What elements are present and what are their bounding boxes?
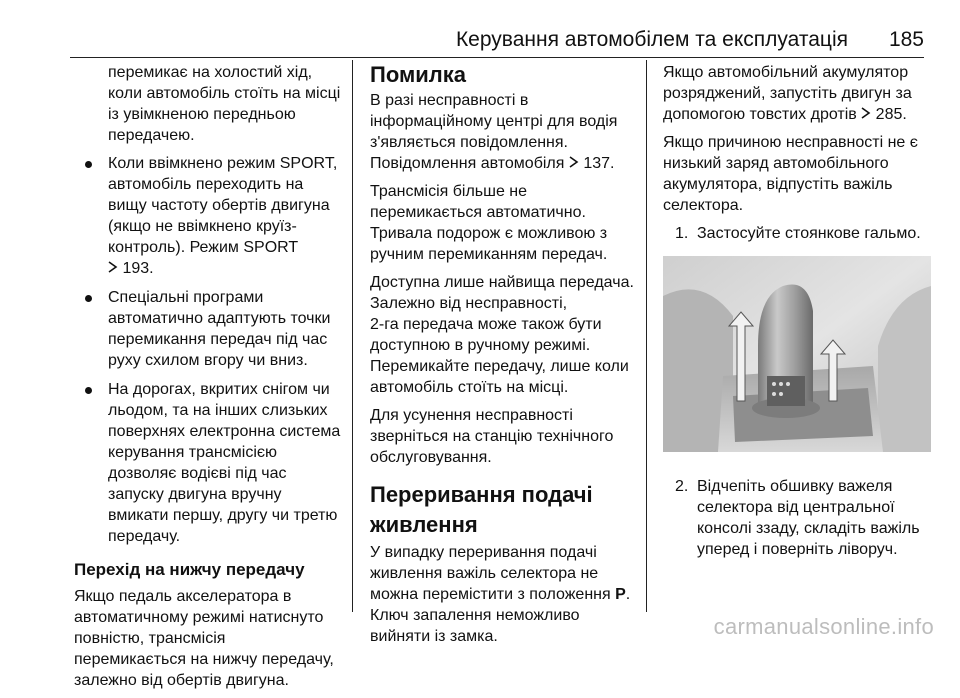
column-3 <box>663 62 938 560</box>
step-2: 2. Відчепіть обшивку важеля селектора від центральної консолі ззаду, складіть важіль уперед і поверніть ліворуч. <box>675 478 920 558</box>
gear-selector-illustration <box>663 256 931 452</box>
column-2 <box>370 62 642 654</box>
page-reference[interactable]: 285. <box>875 106 907 123</box>
column-1 <box>74 62 344 698</box>
arrow-reference-icon <box>569 155 583 172</box>
step-text: Застосуйте стоянкове гальмо. <box>697 225 921 242</box>
step-number: 1. <box>675 225 689 242</box>
bullet-dot-icon <box>85 295 92 302</box>
fault-paragraph-1: В разі несправності в інформаційному центрі для водія з'являється повідомлення. Повідомлення автомобіля 137. <box>370 92 618 172</box>
column-divider-2 <box>646 60 647 612</box>
step-1 <box>663 223 938 244</box>
bullet-dot-icon <box>85 161 92 168</box>
bullet-dot-icon <box>85 387 92 394</box>
downshift-paragraph: Якщо педаль акселератора в автоматичному режимі натиснуто повністю, трансмісія перемикається на нижчу передачу, залежно від обертів двигуна. <box>74 588 334 689</box>
gear-position-label: P <box>615 586 626 603</box>
arrow-reference-icon <box>861 106 875 123</box>
section-heading-power-interruption: Переривання подачі живлення <box>370 482 593 537</box>
battery-paragraph: Якщо автомобільний акумулятор розряджений, запустіть двигун за допомогою товстих дротів 285. <box>663 64 912 123</box>
page-reference[interactable]: 137. <box>583 155 615 172</box>
section-heading-downshift: Перехід на нижчу передачу <box>74 560 305 579</box>
step-number: 2. <box>675 478 689 495</box>
header-divider <box>70 57 924 58</box>
arrow-reference-icon <box>108 260 122 277</box>
power-interruption-paragraph: У випадку переривання подачі живлення важіль селектора не можна перемістити з положення P. Ключ запалення неможливо вийняти із замка. <box>370 544 631 645</box>
page-number: 185 <box>888 28 924 51</box>
chapter-title: Керування автомобілем та експлуатація <box>455 28 848 51</box>
bullet-sport-mode: Коли ввімкнено режим SPORT, автомобіль переходить на вищу частоту обертів двигуна (якщо не ввімкнено круїз- контроль). Режим SPORT 193. <box>74 153 344 279</box>
column-divider-1 <box>352 60 353 612</box>
page-reference[interactable]: 193. <box>122 260 154 277</box>
section-heading-fault: Помилка <box>370 62 466 87</box>
watermark: carmanualsonline.info <box>713 614 934 639</box>
fault-paragraph-3: Доступна лише найвища передача. Залежно від несправності, 2-га передача може також бути доступною в ручному режимі. Перемикайте передачу, лише коли автомобіль стоїть на місці. <box>370 274 634 396</box>
continued-paragraph: перемикає на холостий хід, коли автомобіль стоїть на місці із увімкненою передньою передачею. <box>108 64 341 144</box>
release-paragraph: Якщо причиною несправності не є низький заряд автомобільного акумулятора, відпустіть важіль селектора. <box>663 134 918 214</box>
bullet-slippery-roads: На дорогах, вкритих снігом чи льодом, та на інших слизьких поверхнях електронна система керування трансмісією дозволяє водієві під час запуску двигуна вручну вмикати першу, другу чи третю передачу. <box>74 379 344 547</box>
bullet-special-programs: Спеціальні програми автоматично адаптують точки перемикання передач під час руху схилом вгору чи вниз. <box>74 287 344 371</box>
fault-paragraph-4: Для усунення несправності зверніться на станцію технічного обслуговування. <box>370 407 614 466</box>
fault-paragraph-2: Трансмісія більше не перемикається автоматично. Тривала подорож є можливою з ручним перемиканням передач. <box>370 183 608 263</box>
page-header <box>0 0 960 60</box>
